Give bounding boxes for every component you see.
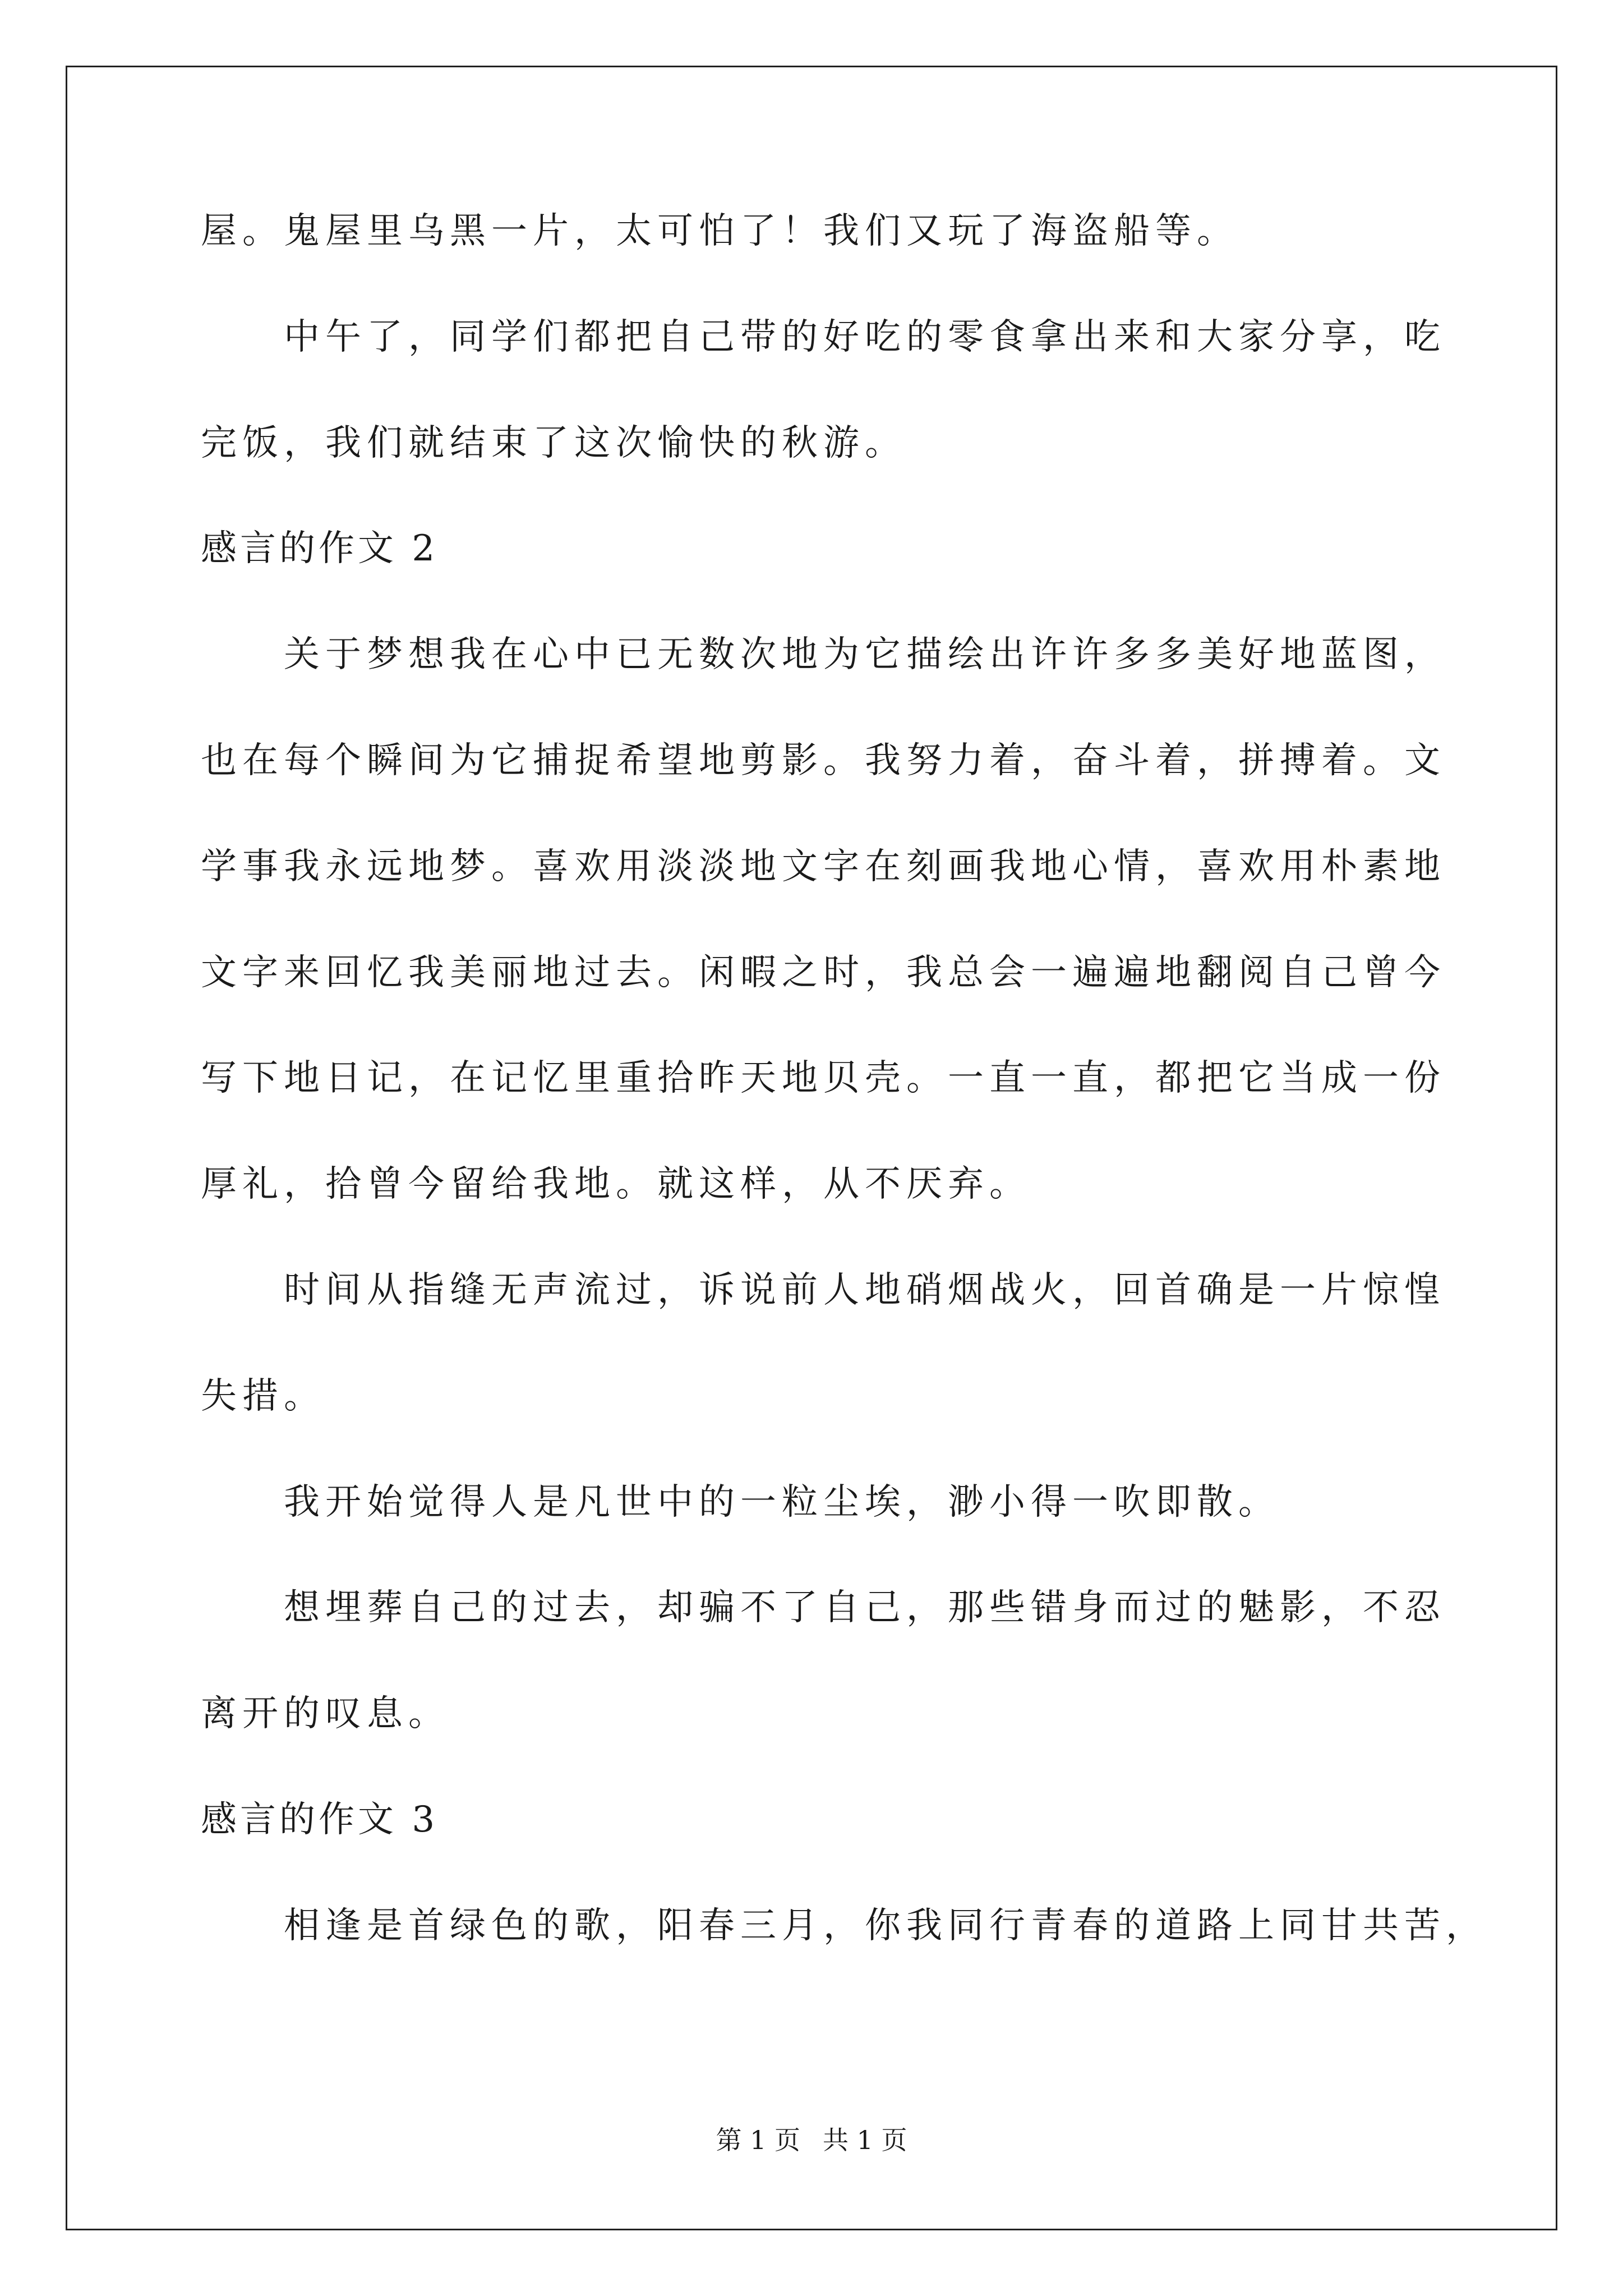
page-total: 共 1 页 — [823, 2125, 907, 2155]
paragraph-line: 离开的叹息。 — [201, 1693, 450, 1734]
paragraph-line: 屋。鬼屋里乌黑一片，太可怕了！我们又玩了海盗船等。 — [201, 210, 1238, 252]
page-number: 第 1 页 — [716, 2125, 800, 2155]
paragraph-line: 中午了，同学们都把自己带的好吃的零食拿出来和大家分享，吃 — [284, 316, 1446, 358]
paragraph-line: 学事我永远地梦。喜欢用淡淡地文字在刻画我地心情，喜欢用朴素地 — [201, 846, 1446, 887]
section-heading: 感言的作文 2 — [201, 528, 439, 569]
page-footer — [0, 2127, 1623, 2153]
paragraph-line: 我开始觉得人是凡世中的一粒尘埃，渺小得一吹即散。 — [284, 1481, 1280, 1523]
paragraph-line: 关于梦想我在心中已无数次地为它描绘出许许多多美好地蓝图， — [284, 634, 1446, 675]
paragraph-line: 也在每个瞬间为它捕捉希望地剪影。我努力着，奋斗着，拼搏着。文 — [201, 740, 1446, 781]
paragraph-line: 写下地日记，在记忆里重拾昨天地贝壳。一直一直，都把它当成一份 — [201, 1057, 1446, 1099]
paragraph-line: 厚礼，拾曾今留给我地。就这样，从不厌弃。 — [201, 1163, 1031, 1205]
section-heading: 感言的作文 3 — [201, 1799, 439, 1841]
paragraph-line: 相逢是首绿色的歌，阳春三月，你我同行青春的道路上同甘共苦， — [284, 1905, 1487, 1947]
paragraph-line: 失措。 — [201, 1375, 325, 1417]
paragraph-line: 完饭，我们就结束了这次愉快的秋游。 — [201, 422, 906, 464]
paragraph-line: 文字来回忆我美丽地过去。闲暇之时，我总会一遍遍地翻阅自己曾今 — [201, 952, 1446, 993]
paragraph-line: 想埋葬自己的过去，却骗不了自己，那些错身而过的魅影，不忍 — [284, 1587, 1446, 1628]
paragraph-line: 时间从指缝无声流过，诉说前人地硝烟战火，回首确是一片惊惶 — [284, 1269, 1446, 1311]
